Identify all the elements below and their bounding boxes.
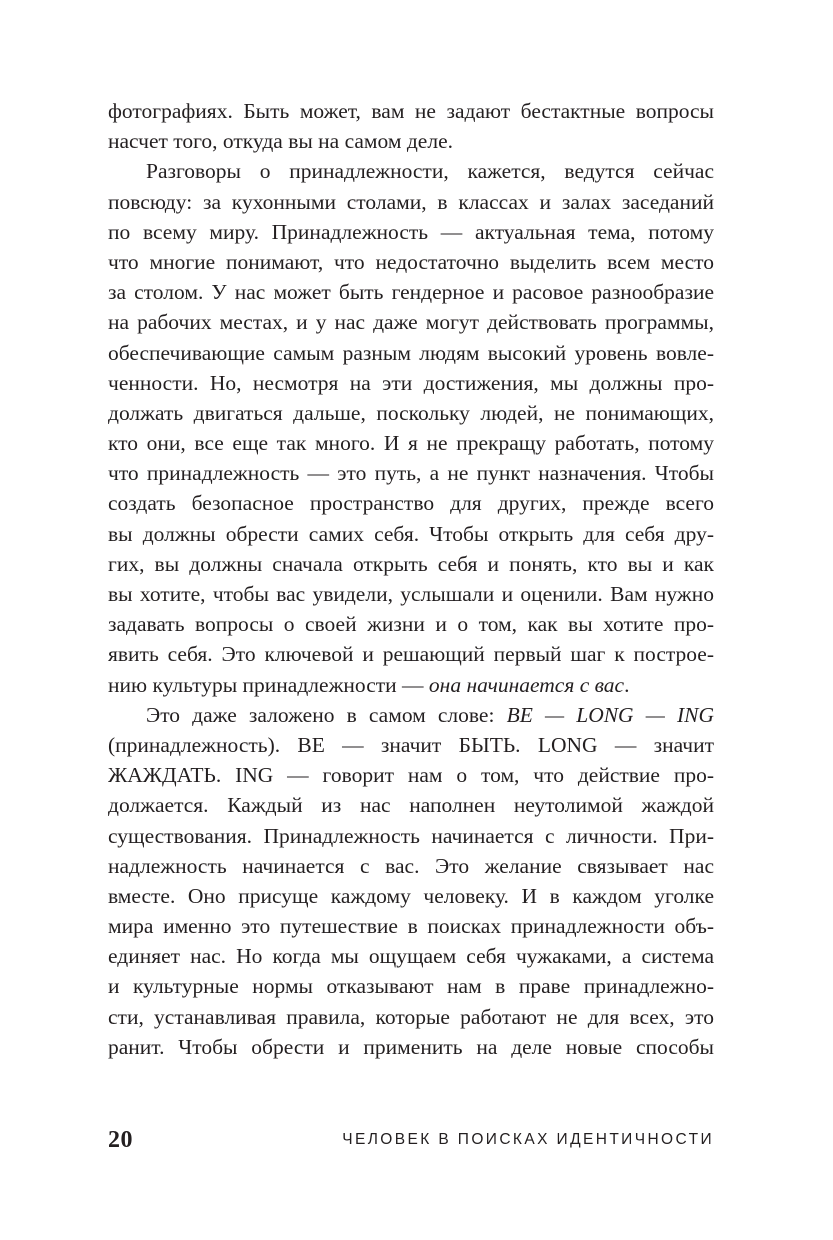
text-line: насчет того, откуда вы на самом деле. [108,129,453,154]
body-text [108,96,714,1062]
text-line: единяет нас. Но когда мы ощущаем себя чужаками, а система [108,944,714,969]
text-line: явить себя. Это ключевой и решающий первый шаг к построе- [108,642,714,667]
text-line: вы должны обрести самих себя. Чтобы открыть для себя дру- [108,521,714,546]
text-line: что многие понимают, что недостаточно выделить всем место [108,249,714,274]
text-run: нию культуры принадлежности — [108,672,429,697]
text-line: гих, вы должны сначала открыть себя и понять, кто вы и как [108,551,714,576]
text-line [108,670,714,700]
text-line: ранит. Чтобы обрести и применить на деле новые способы [108,1034,714,1059]
italic-emphasis: BE — LONG — ING [506,702,714,727]
page-footer [108,1127,714,1157]
paragraph [108,700,714,1062]
text-line: фотографиях. Быть может, вам не задают бестактные вопросы [108,99,714,123]
text-line: Разговоры о принадлежности, кажется, ведутся сейчас [146,159,714,184]
text-line: обеспечивающие самым разным людям высокий уровень вовле- [108,340,714,365]
page-number: 20 [108,1127,133,1153]
text-line: должать двигаться дальше, поскольку людей, не понимающих, [108,400,714,425]
text-line: должается. Каждый из нас наполнен неутолимой жаждой [108,793,714,818]
text-line: за столом. У нас может быть гендерное и расовое разнообразие [108,280,714,305]
text-line: ЖАЖДАТЬ. ING — говорит нам о том, что действие про- [108,763,714,788]
text-line: вместе. Оно присуще каждому человеку. И в каждом уголке [108,883,714,908]
text-line: задавать вопросы о своей жизни и о том, как вы хотите про- [108,612,714,637]
text-line: сти, устанавливая правила, которые работают не для всех, это [108,1004,714,1029]
text-line: вы хотите, чтобы вас увидели, услышали и оценили. Вам нужно [108,582,714,606]
paragraph [108,156,714,699]
text-line: ченности. Но, несмотря на эти достижения, мы должны про- [108,370,714,395]
text-run: . [624,672,630,697]
text-line: существования. Принадлежность начинается с личности. При- [108,823,714,848]
italic-emphasis: она начинается с вас [428,672,625,697]
text-line: кто они, все еще так много. И я не прекращу работать, потому [108,431,714,456]
text-line: на рабочих местах, и у нас даже могут действовать программы, [108,310,714,335]
text-line: и культурные нормы отказывают нам в праве принадлежно- [108,974,714,999]
text-line: создать безопасное пространство для других, прежде всего [108,491,714,516]
text-line: надлежность начинается с вас. Это желание связывает нас [108,853,714,878]
text-run: Это даже заложено в самом слове: [146,702,507,727]
text-line [108,700,714,730]
paragraph [108,96,714,156]
text-line: повсюду: за кухонными столами, в классах и залах заседаний [108,189,714,214]
text-line: что принадлежность — это путь, а не пункт назначения. Чтобы [108,461,714,486]
text-line: (принадлежность). BE — значит БЫТЬ. LONG — значит [108,732,714,757]
running-title: ЧЕЛОВЕК В ПОИСКАХ ИДЕНТИЧНОСТИ [342,1131,714,1148]
text-line: мира именно это путешествие в поисках принадлежности объ- [108,914,714,939]
text-line: по всему миру. Принадлежность — актуальная тема, потому [108,219,714,244]
